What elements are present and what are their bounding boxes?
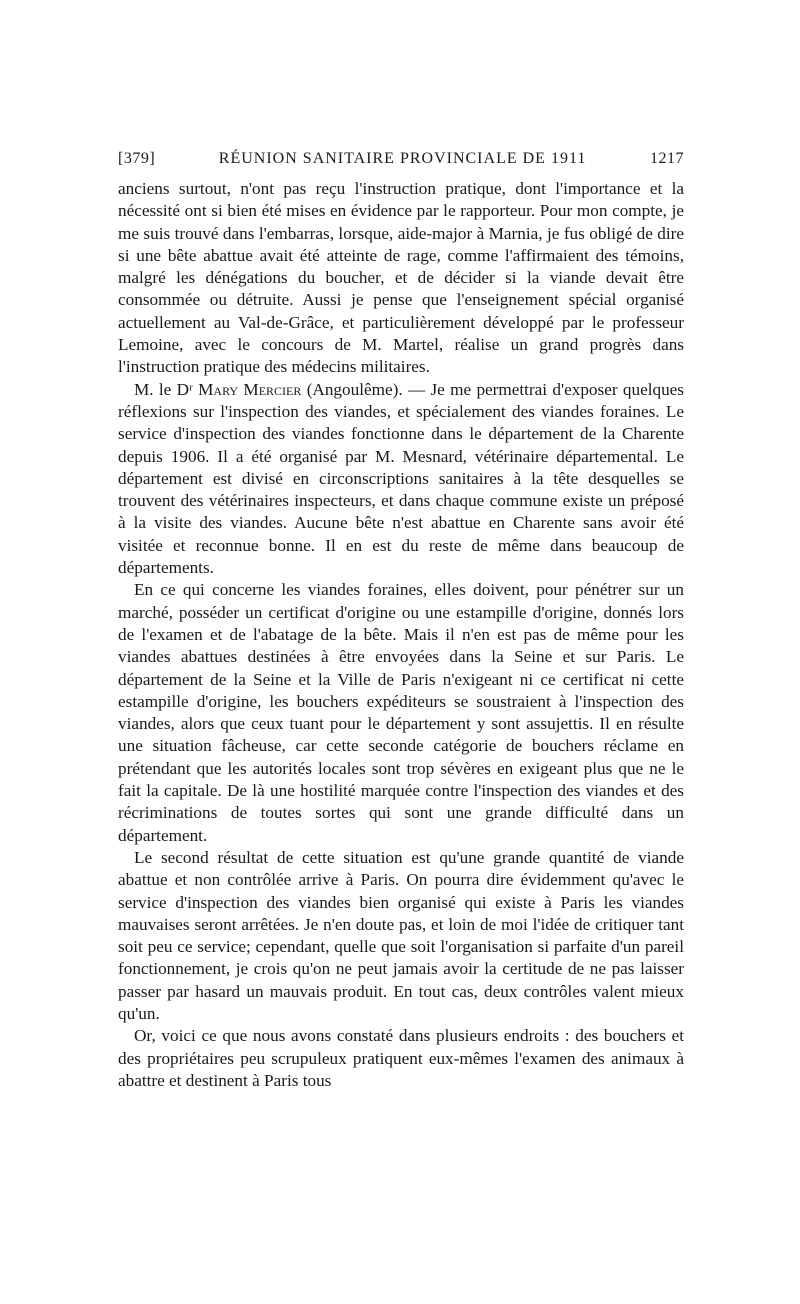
page-number: 1217 bbox=[649, 150, 684, 167]
paragraph-mary-mercier bbox=[118, 379, 684, 580]
speaker-name: Mary Mercier bbox=[198, 379, 302, 399]
running-title: RÉUNION SANITAIRE PROVINCIALE DE 1911 bbox=[218, 150, 587, 167]
running-header bbox=[118, 150, 684, 168]
speaker-prefix: M. le Dʳ bbox=[134, 379, 199, 399]
page-reference: [379] bbox=[118, 150, 156, 167]
paragraph-second-resultat: Le second résultat de cette situation est qu'une grande quantité de viande abattue et non contrôlée arrive à Paris. On pourra dire évidemment qu'avec le service d'inspection des viandes bien organisé qui existe à Paris les viandes mauvaises seront arrêtées. Je n'en doute pas, et loin de moi l'idée de critiquer tant soit peu ce service; cependant, quelle que soit l'organisation si parfaite d'un pareil fonctionnement, je crois qu'on ne peut jamais avoir la certitude de ne pas laisser passer par hasard un mauvais produit. En tout cas, deux contrôles valent mieux qu'un. bbox=[118, 847, 684, 1023]
paragraph-or-voici: Or, voici ce que nous avons constaté dans plusieurs endroits : des bouchers et des propriétaires peu scrupuleux pratiquent eux-mêmes l'examen des animaux à abattre et destinent à Paris tous bbox=[118, 1026, 684, 1090]
page bbox=[118, 150, 684, 1092]
body-text bbox=[118, 178, 684, 1092]
paragraph-continuation: anciens surtout, n'ont pas reçu l'instruction pratique, dont l'importance et la nécessité ont si bien été mises en évidence par le rapporteur. Pour mon compte, je me suis trouvé dans l'embarras, lorsque, aide-major à Marnia, je fus obligé de dire si une bête abattue avait été atteinte de rage, comme l'affirmaient des témoins, malgré les dénégations du boucher, et de décider si la viande devait être consommée ou détruite. Aussi je pense que l'enseignement spécial organisé actuellement au Val-de-Grâce, et particulièrement développé par le professeur Lemoine, avec le concours de M. Martel, réalise un grand progrès dans l'instruction pratique des médecins militaires. bbox=[118, 179, 684, 377]
paragraph-text: (Angoulême). — Je me permettrai d'exposer quelques réflexions sur l'inspection des viandes, et spécialement des viandes foraines. Le service d'inspection des viandes fonctionne dans le département de la Charente depuis 1906. Il a été organisé par M. Mesnard, vétérinaire départemental. Le département est divisé en circonscriptions sanitaires à la tête desquelles se trouvent des vétérinaires inspecteurs, et dans chaque commune existe un préposé à la visite des viandes. Aucune bête n'est abattue en Charente sans avoir été visitée et reconnue bonne. Il en est du reste de même dans beaucoup de départements. bbox=[118, 379, 684, 578]
paragraph-viandes-foraines: En ce qui concerne les viandes foraines, elles doivent, pour pénétrer sur un marché, posséder un certificat d'origine ou une estampille d'origine, donnés lors de l'examen et de l'abatage de la bête. Mais il n'en est pas de même pour les viandes abattues destinées à être envoyées dans la Seine et sur Paris. Le département de la Seine et la Ville de Paris n'exigeant ni ce certificat ni cette estampille d'origine, les bouchers expéditeurs se soustraient à l'inspection des viandes, alors que ceux tuant pour le département y sont assujettis. Il en résulte une situation fâcheuse, car cette seconde catégorie de bouchers réclame en prétendant que les autorités locales sont trop sévères en exigeant plus que ne le fait la capitale. De là une hostilité marquée contre l'inspection des viandes et des récriminations de toutes sortes qui sont une grande difficulté dans un département. bbox=[118, 580, 684, 845]
